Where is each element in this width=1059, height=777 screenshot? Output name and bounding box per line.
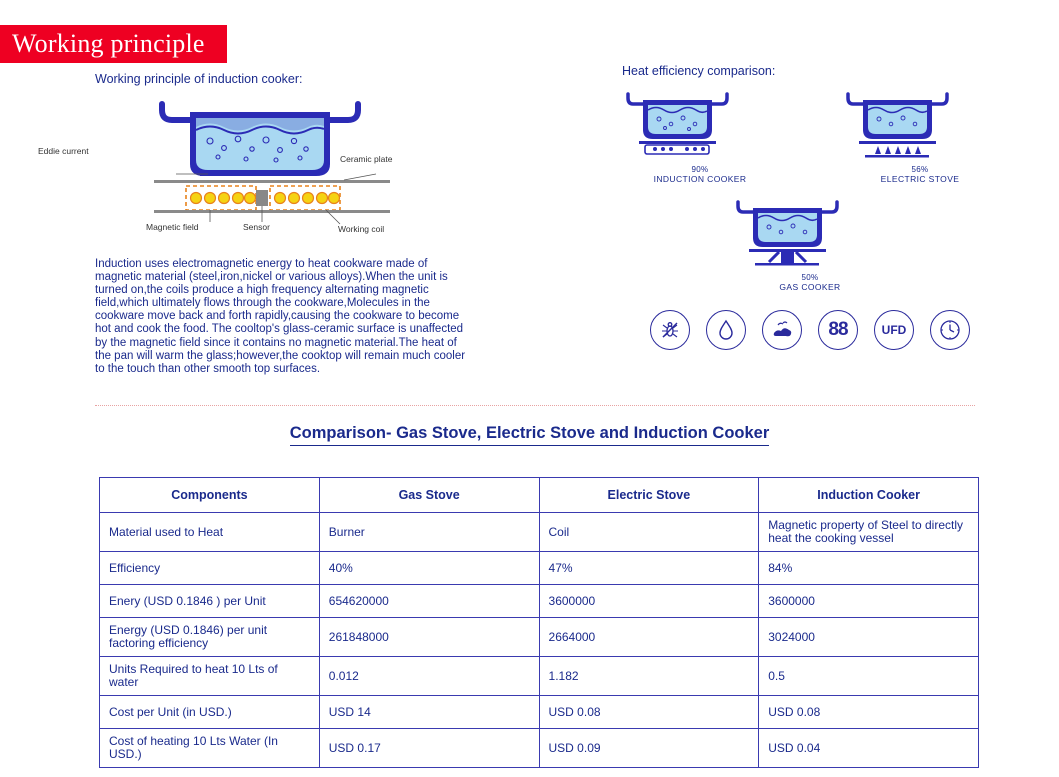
row-gas: 654620000: [319, 585, 539, 618]
insect-free-icon: [650, 310, 690, 350]
insect-glyph: [660, 320, 680, 340]
row-label: Material used to Heat: [100, 513, 320, 552]
table-row: [100, 552, 979, 585]
efficiency-item-electric: [845, 92, 995, 184]
timer-clock-icon: [930, 310, 970, 350]
row-electric: USD 0.09: [539, 729, 759, 768]
drop-glyph: [717, 319, 735, 341]
table-row: [100, 729, 979, 768]
row-electric: 1.182: [539, 657, 759, 696]
row-induction: 84%: [759, 552, 979, 585]
right-column: [600, 64, 1020, 350]
clock-glyph: [938, 318, 962, 342]
principle-body-text: Induction uses electromagnetic energy to heat cookware made of magnetic material (steel,iron,nickel or various alloys).When the unit is turned on,the coils produce a high frequency alternating magnetic field,which ultimately flows through the cookware,Molecules in the cookware move back and forth rapidly,causing the cookware to become hot and cook the food. The cooltop's glass-ceramic surface is unaffected by the magnetic field since it contains no magnetic material.The heat of the pan will warm the glass;however,the cooktop will remain much cooler to the touch than other smooth top surfaces.: [95, 258, 466, 375]
row-label: Efficiency: [100, 552, 320, 585]
row-electric: USD 0.08: [539, 696, 759, 729]
electric-stove-icon: [845, 92, 950, 164]
table-header-induction-cooker: Induction Cooker: [759, 478, 979, 513]
label-ceramic-plate: Ceramic plate: [340, 154, 393, 164]
row-label: Enery (USD 0.1846 ) per Unit: [100, 585, 320, 618]
efficiency-item-induction: [625, 92, 775, 184]
row-gas: USD 0.17: [319, 729, 539, 768]
row-label: Cost per Unit (in USD.): [100, 696, 320, 729]
row-induction: USD 0.04: [759, 729, 979, 768]
gas-cooker-icon: [735, 200, 840, 272]
table-header-row: [100, 478, 979, 513]
efficiency-name-gas: GAS COOKER: [779, 282, 841, 292]
label-working-coil: Working coil: [338, 224, 385, 234]
efficiency-pct-electric: 56%: [911, 165, 929, 174]
comparison-table: [99, 477, 979, 768]
heat-efficiency-caption: Heat efficiency comparison:: [622, 64, 776, 78]
table-row: [100, 585, 979, 618]
efficiency-item-gas: [735, 200, 885, 292]
smoke-glyph: [771, 321, 793, 339]
label-sensor: Sensor: [243, 222, 270, 232]
banner-title: Working principle: [12, 29, 205, 58]
induction-cooker-icon: [625, 92, 730, 164]
row-gas: USD 14: [319, 696, 539, 729]
section-divider: [95, 405, 975, 406]
efficiency-row-top: [600, 92, 1020, 184]
left-column: [38, 72, 475, 387]
table-row: [100, 696, 979, 729]
label-eddie-current: Eddie current: [38, 146, 89, 156]
row-induction: Magnetic property of Steel to directly heat the cooking vessel: [759, 513, 979, 552]
row-gas: 0.012: [319, 657, 539, 696]
corner-white-patch: [8, 706, 68, 758]
row-induction: USD 0.08: [759, 696, 979, 729]
comparison-heading-wrap: [0, 424, 1059, 443]
comparison-heading: Comparison- Gas Stove, Electric Stove and Induction Cooker: [290, 424, 770, 446]
row-gas: Burner: [319, 513, 539, 552]
row-electric: Coil: [539, 513, 759, 552]
row-induction: 3024000: [759, 618, 979, 657]
row-label: Energy (USD 0.1846) per unit factoring efficiency: [100, 618, 320, 657]
row-electric: 2664000: [539, 618, 759, 657]
row-gas: 261848000: [319, 618, 539, 657]
efficiency-name-electric: ELECTRIC STOVE: [880, 174, 960, 184]
feature-icon-row: [600, 310, 1020, 350]
efficiency-pct-gas: 50%: [801, 273, 819, 282]
row-gas: 40%: [319, 552, 539, 585]
row-label: Units Required to heat 10 Lts of water: [100, 657, 320, 696]
efficiency-name-induction: INDUCTION COOKER: [653, 174, 747, 184]
table-header-gas-stove: Gas Stove: [319, 478, 539, 513]
row-electric: 47%: [539, 552, 759, 585]
water-drop-icon: [706, 310, 746, 350]
table-header-components: Components: [100, 478, 320, 513]
row-induction: 3600000: [759, 585, 979, 618]
table-header-electric-stove: Electric Stove: [539, 478, 759, 513]
row-electric: 3600000: [539, 585, 759, 618]
ufd-icon: UFD: [874, 310, 914, 350]
table-row: [100, 618, 979, 657]
efficiency-pct-induction: 90%: [691, 165, 709, 174]
table-row: [100, 513, 979, 552]
efficiency-row-bottom: [600, 200, 1020, 292]
digit-88-icon: 88: [818, 310, 858, 350]
working-principle-banner: [0, 25, 227, 63]
no-smoke-icon: [762, 310, 802, 350]
table-row: [100, 657, 979, 696]
induction-principle-diagram: [38, 94, 460, 244]
row-label: Cost of heating 10 Lts Water (In USD.): [100, 729, 320, 768]
row-induction: 0.5: [759, 657, 979, 696]
label-magnetic-field: Magnetic field: [146, 222, 199, 232]
left-caption: Working principle of induction cooker:: [95, 72, 303, 86]
